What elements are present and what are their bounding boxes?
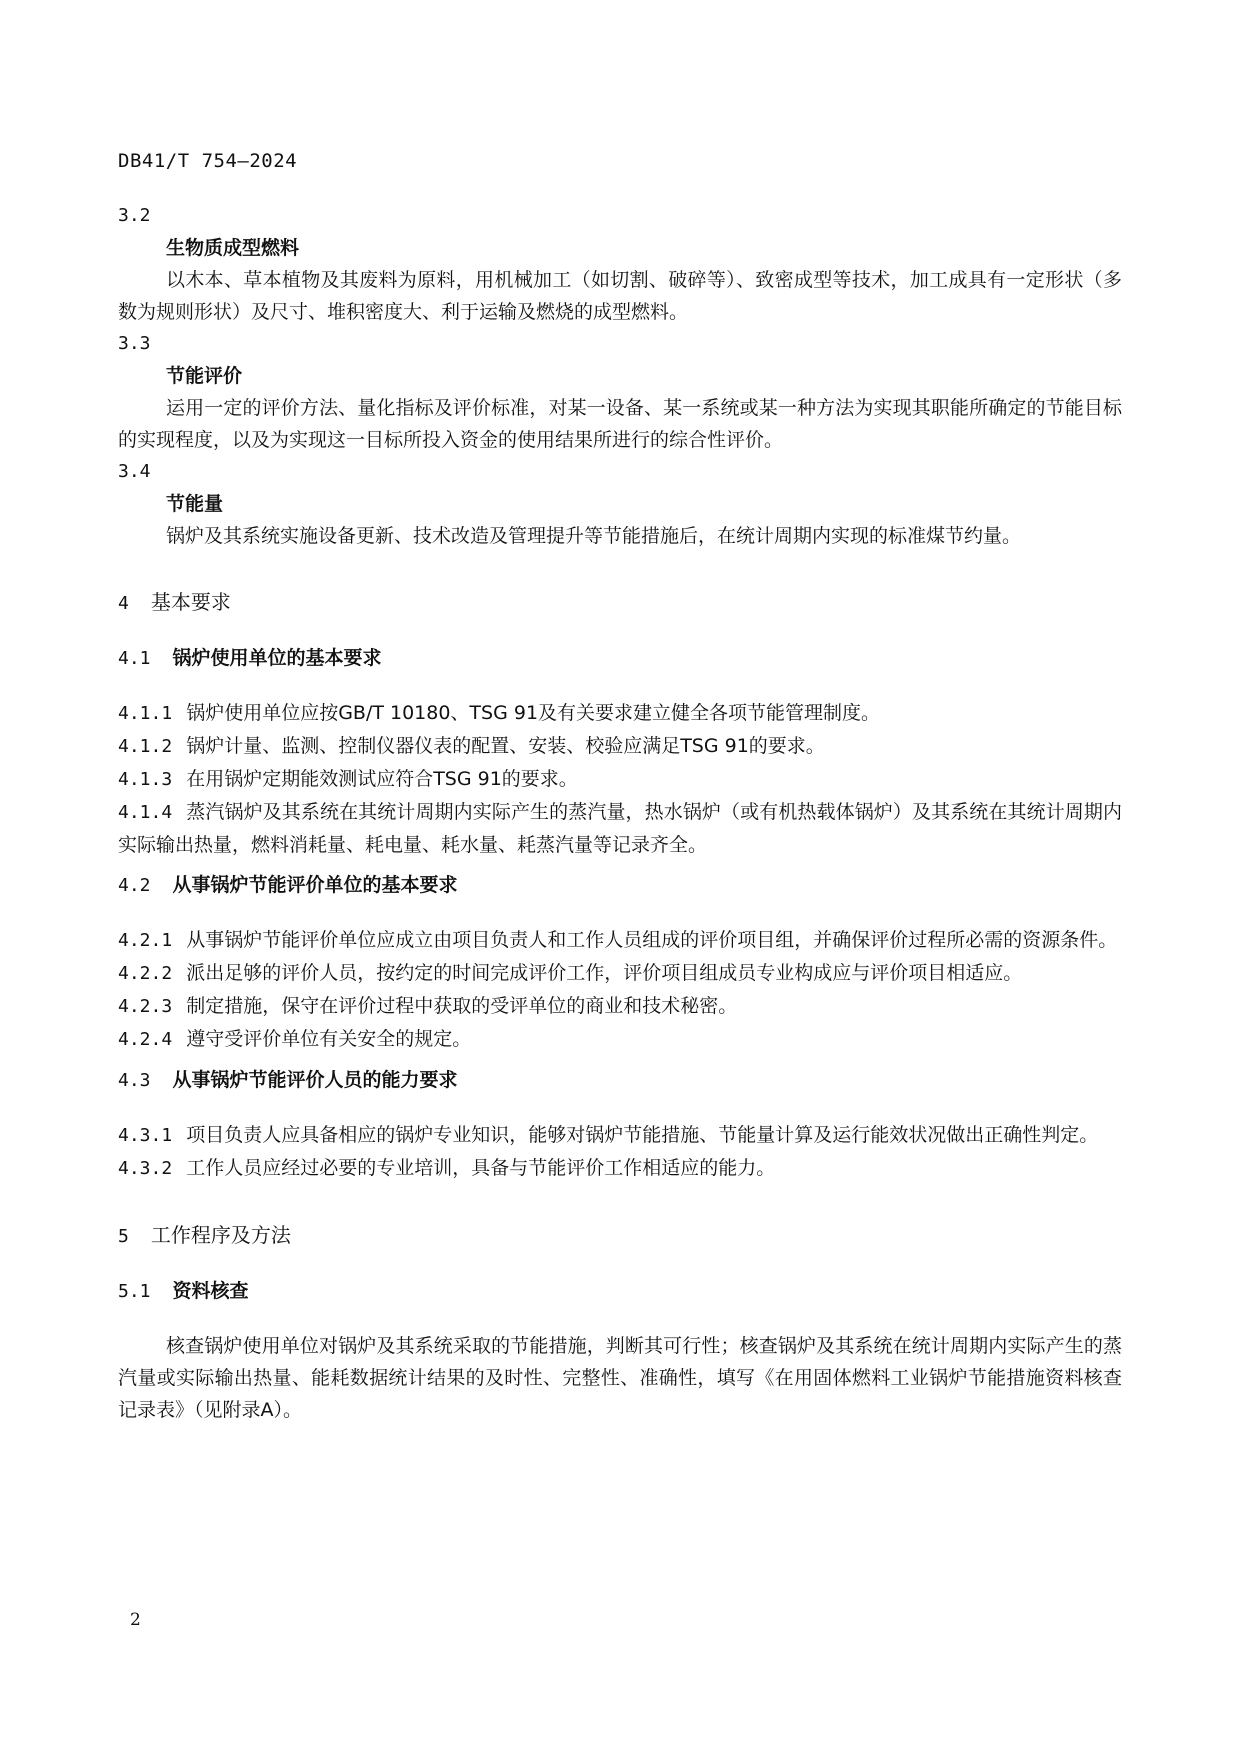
subsection-title: 锅炉使用单位的基本要求 (172, 647, 382, 669)
subsection-number: 5.1 (118, 1281, 151, 1302)
subsection-title: 从事锅炉节能评价人员的能力要求 (172, 1069, 458, 1091)
subsection-title: 从事锅炉节能评价单位的基本要求 (172, 874, 458, 896)
clause-number: 4.3.1 (118, 1125, 173, 1146)
clause (118, 763, 1122, 796)
clause (118, 1152, 1122, 1185)
subsection-number: 4.3 (118, 1070, 151, 1091)
clause-number: 4.2.2 (118, 963, 173, 984)
subsection-number: 4.1 (118, 648, 151, 669)
clause-text: 派出足够的评价人员，按约定的时间完成评价工作，评价项目组成员专业构成应与评价项目相适应。 (186, 962, 1023, 984)
term-definition: 锅炉及其系统实施设备更新、技术改造及管理提升等节能措施后，在统计周期内实现的标准煤节约量。 (166, 525, 1022, 547)
term-definition: 运用一定的评价方法、量化指标及评价标准，对某一设备、某一系统或某一种方法为实现其职能所确定的节能目标的实现程度，以及为实现这一目标所投入资金的使用结果所进行的综合性评价。 (118, 397, 1122, 451)
clause (118, 697, 1122, 730)
term-definition: 以木本、草本植物及其废料为原料，用机械加工（如切割、破碎等）、致密成型等技术，加工成具有一定形状（多数为规则形状）及尺寸、堆积密度大、利于运输及燃烧的成型燃料。 (118, 269, 1122, 323)
subsection-heading (118, 869, 1122, 902)
clause-text: 项目负责人应具备相应的锅炉专业知识，能够对锅炉节能措施、节能量计算及运行能效状况做出正确性判定。 (186, 1124, 1099, 1146)
clause-text: 从事锅炉节能评价单位应成立由项目负责人和工作人员组成的评价项目组，并确保评价过程所必需的资源条件。 (186, 929, 1118, 951)
section-title: 基本要求 (150, 590, 231, 614)
clause-text: 蒸汽锅炉及其系统在其统计周期内实际产生的蒸汽量，热水锅炉（或有机热载体锅炉）及其系统在其统计周期内实际输出热量，燃料消耗量、耗电量、耗水量、耗蒸汽量等记录齐全。 (118, 801, 1122, 856)
clause-number: 4.2.4 (118, 1029, 173, 1050)
clause-number: 4.2.1 (118, 930, 173, 951)
page-number: 2 (130, 1610, 141, 1630)
term-entry (118, 328, 1122, 456)
clause-number: 4.2.3 (118, 996, 173, 1017)
clause (118, 796, 1122, 861)
paragraph: 核查锅炉使用单位对锅炉及其系统采取的节能措施，判断其可行性；核查锅炉及其系统在统计周期内实际产生的蒸汽量或实际输出热量、能耗数据统计结果的及时性、完整性、准确性，填写《在用固体燃料工业锅炉节能措施资料核查记录表》（见附录A）。 (118, 1335, 1122, 1421)
term-title: 生物质成型燃料 (166, 237, 300, 259)
clause-text: 锅炉使用单位应按GB/T 10180、TSG 91及有关要求建立健全各项节能管理制度。 (186, 702, 881, 724)
subsection-heading (118, 642, 1122, 675)
term-number: 3.2 (118, 205, 151, 226)
clause-number: 4.3.2 (118, 1158, 173, 1179)
clause (118, 957, 1122, 990)
clause-text: 工作人员应经过必要的专业培训，具备与节能评价工作相适应的能力。 (186, 1157, 776, 1179)
section-heading (118, 586, 1122, 620)
clause (118, 990, 1122, 1023)
clause-text: 遵守受评价单位有关安全的规定。 (186, 1028, 472, 1050)
document-id: DB41/T 754—2024 (118, 150, 298, 172)
term-title: 节能量 (166, 493, 224, 515)
section-number: 4 (118, 593, 129, 614)
clause-number: 4.1.3 (118, 769, 173, 790)
clause (118, 924, 1122, 957)
term-entry (118, 200, 1122, 328)
section-number: 5 (118, 1226, 129, 1247)
term-entry (118, 456, 1122, 552)
section-heading (118, 1219, 1122, 1253)
subsection-number: 4.2 (118, 875, 151, 896)
term-number: 3.4 (118, 461, 151, 482)
section-title: 工作程序及方法 (150, 1223, 291, 1247)
clause (118, 1023, 1122, 1056)
clause-text: 制定措施，保守在评价过程中获取的受评单位的商业和技术秘密。 (186, 995, 738, 1017)
subsection-heading (118, 1275, 1122, 1308)
clause-number: 4.1.2 (118, 736, 173, 757)
clause-text: 锅炉计量、监测、控制仪器仪表的配置、安装、校验应满足TSG 91的要求。 (186, 735, 825, 757)
subsection-heading (118, 1064, 1122, 1097)
subsection-title: 资料核查 (172, 1280, 249, 1302)
term-title: 节能评价 (166, 365, 243, 387)
clause (118, 730, 1122, 763)
clause-text: 在用锅炉定期能效测试应符合TSG 91的要求。 (186, 768, 578, 790)
clause (118, 1119, 1122, 1152)
term-number: 3.3 (118, 333, 151, 354)
clause-number: 4.1.1 (118, 703, 173, 724)
document-body (118, 200, 1122, 1426)
clause-number: 4.1.4 (118, 802, 173, 823)
